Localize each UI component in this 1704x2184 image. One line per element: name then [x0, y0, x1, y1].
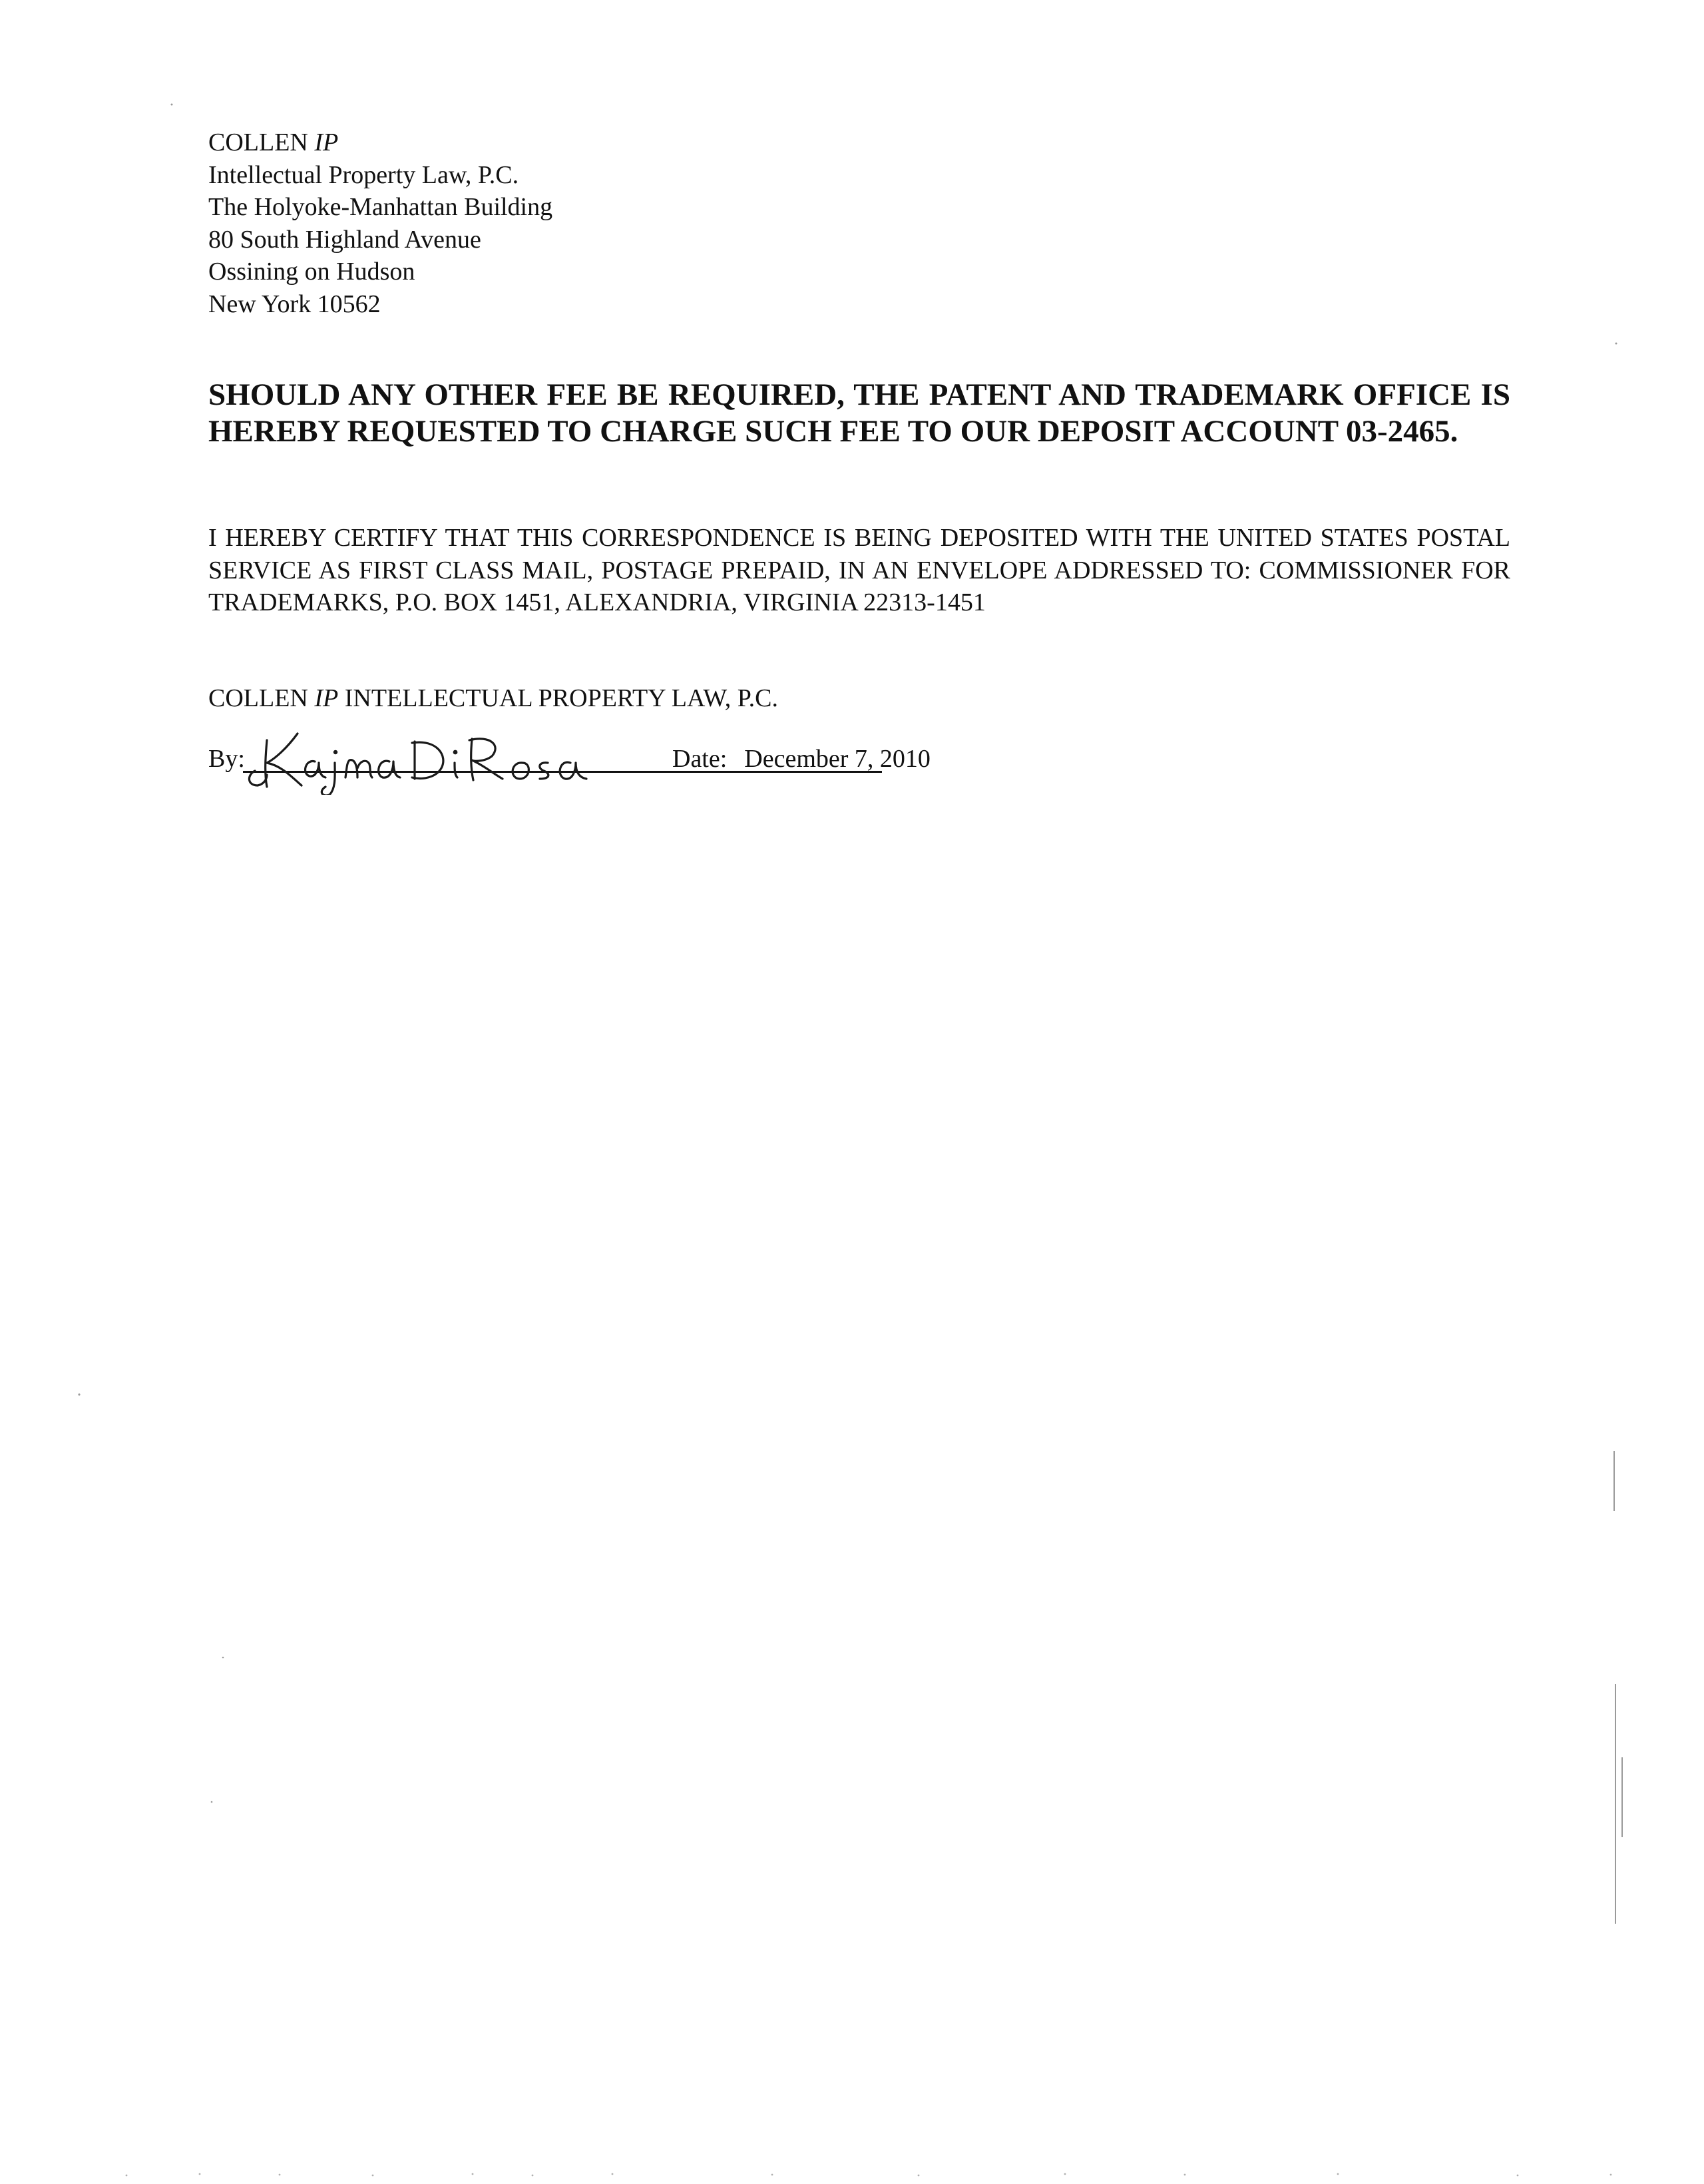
firm-name: COLLEN — [208, 128, 308, 156]
letterhead-line-3: 80 South Highland Avenue — [208, 225, 481, 254]
signature-row — [208, 727, 1007, 780]
signature-firm-suffix: INTELLECTUAL PROPERTY LAW, P.C. — [344, 684, 778, 712]
letterhead-line-4: Ossining on Hudson — [208, 258, 415, 286]
date-field — [672, 743, 931, 775]
fee-notice-paragraph: SHOULD ANY OTHER FEE BE REQUIRED, THE PATENT AND TRADEMARK OFFICE IS HEREBY REQUESTED TO CHARGE SUCH FEE TO OUR DEPOSIT ACCOUNT 03-2465. — [208, 377, 1510, 449]
signature-firm-line — [208, 682, 778, 714]
letterhead-line-5: New York 10562 — [208, 290, 381, 318]
by-label: By: — [208, 745, 245, 773]
handwritten-signature — [240, 722, 600, 795]
letterhead-address — [208, 126, 552, 320]
letterhead-line-1: Intellectual Property Law, P.C. — [208, 160, 519, 189]
certification-paragraph: I HEREBY CERTIFY THAT THIS CORRESPONDENCE IS BEING DEPOSITED WITH THE UNITED STATES POSTAL SERVICE AS FIRST CLASS MAIL, POSTAGE PREPAID, IN AN ENVELOPE ADDRESSED TO: COMMISSIONER FOR TRADEMARKS, P.O. BOX 1451, ALEXANDRIA, VIRGINIA 22313-1451 — [208, 524, 1510, 616]
date-value: December 7, 2010 — [744, 745, 931, 773]
letterhead-firm-name — [208, 126, 552, 159]
letterhead-line-2: The Holyoke-Manhattan Building — [208, 193, 553, 221]
signature-firm-ip: IP — [314, 684, 339, 712]
signature-firm-prefix: COLLEN — [208, 684, 308, 712]
firm-name-ip: IP — [314, 128, 339, 156]
date-label: Date: — [672, 745, 728, 773]
